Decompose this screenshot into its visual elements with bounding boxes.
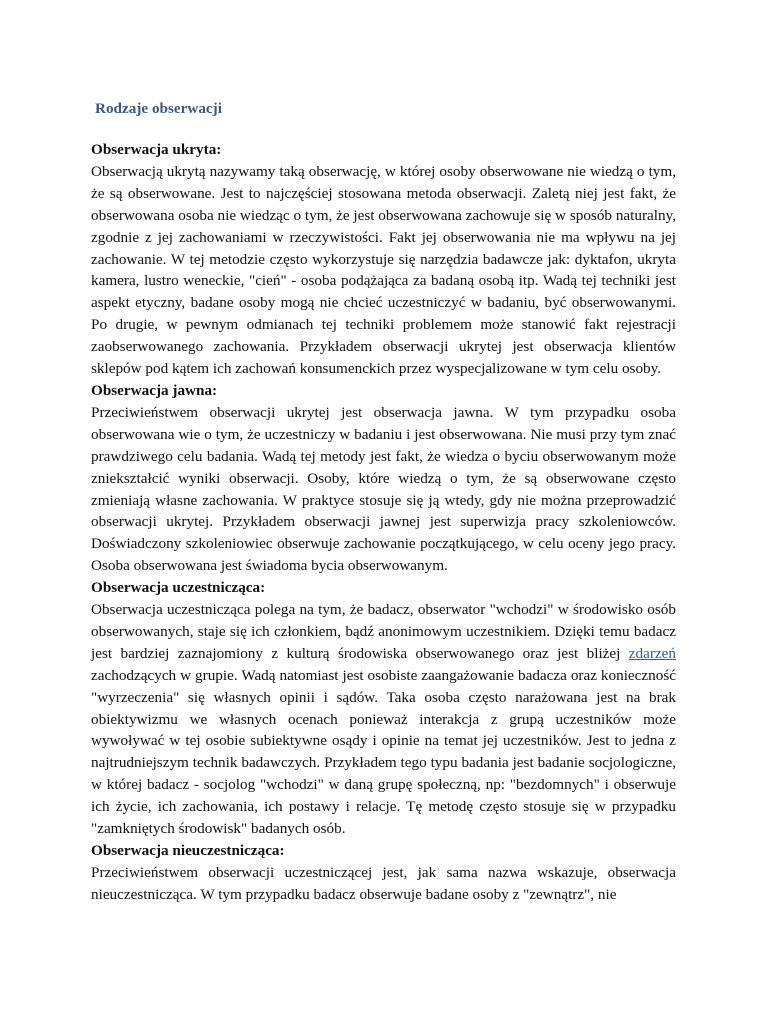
events-link[interactable]: zdarzeń [628,644,676,662]
section-heading: Obserwacja nieuczestnicząca: [91,842,285,859]
section-heading: Obserwacja uczestnicząca: [91,579,266,597]
section-open-observation [91,380,676,577]
document-page [91,96,676,906]
section-hidden-observation [91,139,676,380]
paragraph-text-after-link: zachodzących w grupie. Wadą natomiast jest osobiste zaangażowanie badacza oraz konieczność "wyrzeczenia" się własnych opinii i sądów. Taka osoba często narażowana jest na brak obiektywizmu we własnych ocenach ponieważ interakcja z grupą uczestników może wywoływać w tej osobie subiektywne osądy i opinie na temat jej uczestników. Jest to jedna z najtrudniejszym technik badawczych. Przykładem tego typu badania jest badanie socjologiczne, w której badacz - socjolog "wchodzi" w daną grupę społeczną, np: "bezdomnych" i obserwuje ich życie, ich zachowania, ich postawy i relacje. Tę metodę często stosuje się w przypadku "zamkniętych środowisk" badanych osób. [91,666,676,838]
section-paragraph: Obserwacją ukrytą nazywamy taką obserwację, w której osoby obserwowane nie wiedzą o tym, że są obserwowane. Jest to najczęściej stosowana metoda obserwacji. Zaletą niej jest fakt, że obserwowana osoba nie wiedząc o tym, że jest obserwowana zachowuje się w sposób naturalny, zgodnie z jej zachowaniami w rzeczywistości. Fakt jej obserwowania nie ma wpływu na jej zachowanie. W tej metodzie często wykorzystuje się narzędzia badawcze jak: dyktafon, ukryta kamera, lustro weneckie, "cień" - osoba podążająca za badaną osobą itp. Wadą tej techniki jest aspekt etyczny, badane osoby mogą nie chcieć uczestniczyć w badaniu, być obserwowanymi. Po drugie, w pewnym odmianach tej techniki problemem może stanowić fakt rejestracji zaobserwowanego zachowania. Przykładem obserwacji ukrytej jest obserwacja klientów sklepów pod kątem ich zachowań konsumenckich przez wyspecjalizowane w tym celu osoby. [91,162,676,378]
section-non-participant-observation [91,840,676,906]
section-paragraph: Przeciwieństwem obserwacji ukrytej jest obserwacja jawna. W tym przypadku osoba obserwowana wie o tym, że uczestniczy w badaniu i jest obserwowana. Nie musi przy tym znać prawdziwego celu badania. Wadą tej metody jest fakt, że wiedza o byciu obserwowanym może zniekształcić wyniki obserwacji. Osoby, które wiedzą o tym, że są obserwowane często zmieniają własne zachowania. W praktyce stosuje się ją wtedy, gdy nie można przeprowadzić obserwacji ukrytej. Przykładem obserwacji jawnej jest superwizja pracy szkoleniowców. Doświadczony szkoleniowiec obserwuje zachowanie początkującego, w celu oceny jego pracy. Osoba obserwowana jest świadoma bycia obserwowanym. [91,403,676,575]
section-heading: Obserwacja ukryta: [91,141,222,158]
section-paragraph [91,599,676,840]
section-participant-observation [91,577,676,840]
document-title: Rodzaje obserwacji [95,100,222,117]
section-heading: Obserwacja jawna: [91,381,218,399]
section-paragraph: Przeciwieństwem obserwacji uczestniczącej jest, jak sama nazwa wskazuje, obserwacja nieuczestnicząca. W tym przypadku badacz obserwuje badane osoby z "zewnątrz", nie [91,863,676,903]
paragraph-text-before-link: Obserwacja uczestnicząca polega na tym, że badacz, obserwator "wchodzi" w środowisko osób obserwowanych, staje się ich członkiem, bądź anonimowym uczestnikiem. Dzięki temu badacz jest bardziej zaznajomiony z kulturą środowiska obserwowanego oraz jest bliżej [91,601,676,662]
